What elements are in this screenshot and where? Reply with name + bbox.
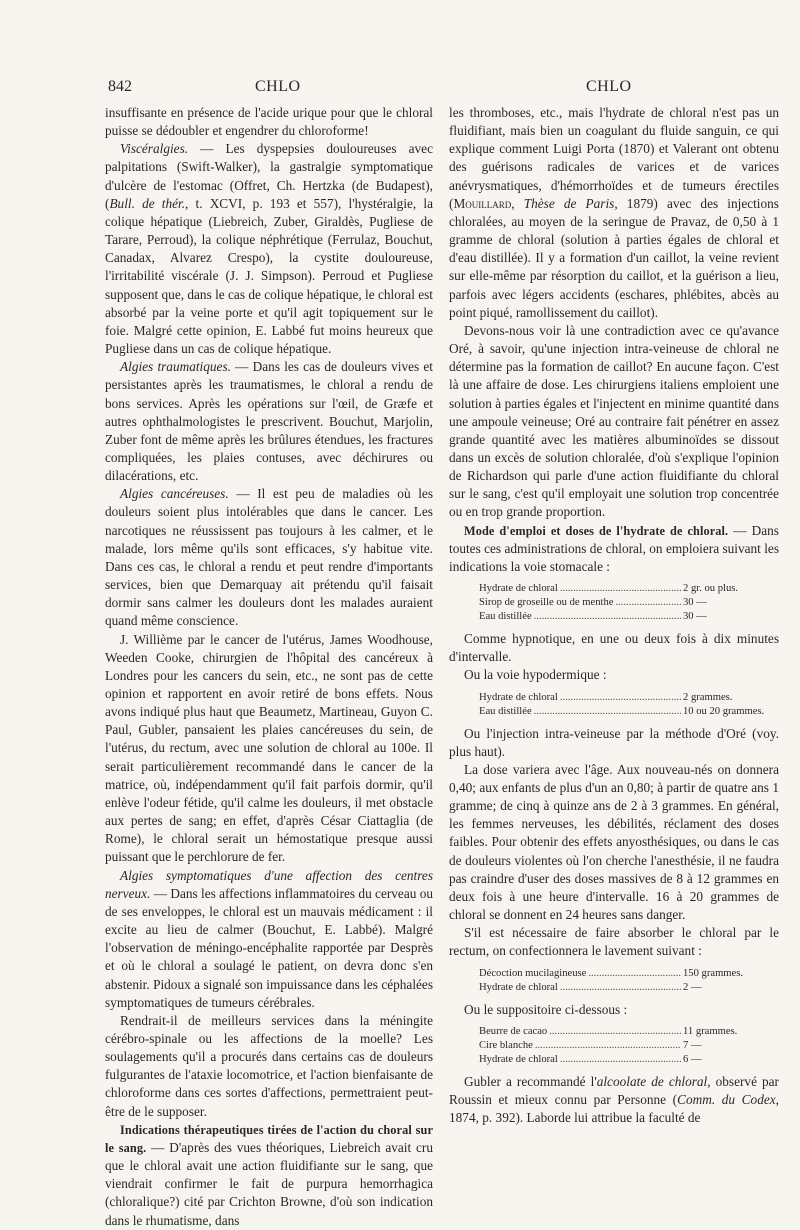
left-column — [105, 104, 433, 1230]
formula-row: Sirop de groseille ou de menthe ..... 30 — — [479, 596, 779, 610]
formula-row: Hydrate de chloral ..... 2 — — [479, 981, 779, 995]
page-number: 842 — [108, 78, 132, 95]
paragraph: insuffisante en présence de l'acide urique pour que le chloral puisse se dédoubler et engendrer du chloroforme! — [105, 105, 433, 139]
reference: Comm. du Codex — [677, 1091, 776, 1107]
running-head-right: CHLO — [586, 78, 632, 95]
reference: Thèse de Paris — [523, 195, 615, 211]
paragraph-visceralgies: Viscéralgies. — Les dyspepsies douloureuses avec palpitations (Swift-Walker), la gastralgie symptomatique d'ulcère de l'estomac (Offret, Ch. Hertzka (de Budapest), (Bull. de thér., t. XCVI, p. 193 et 557), l'hystéralgie, la colique hépatique (Liebreich, Zuber, Giraldès, Pugliese de Tarare, Perroud), la colique néphrétique (Ferrulaz, Bouchut, Canadax, Alvarez Crespo), la cystite douloureuse, l'irritabilité viscérale (J. J. Simpson). Perroud et Pugliese supposent que, dans le cas de colique hépatique, le chloral est absorbé par la veine porte et qu'il agit topiquement sur le foie. Malgré cette opinion, E. Labbé fut moins heureux que Pugliese dans un cas de colique hépatique. — [105, 141, 433, 357]
paragraph: J. Willième par le cancer de l'utérus, James Woodhouse, Weeden Cooke, chirurgien de l'hôpital des cancéreux à Londres pour les cancers du sein, etc., ne sont pas de cette opinion et rapportent en avoir retiré de bons effets. Nous avons indiqué plus haut que Beaumetz, Martineau, Guyon C. Paul, Gubler, pansaient les plaies cancéreuses du sein, de l'utérus, du rectum, avec une solution de chloral au 100e. Il serait particulièrement recommandé dans le cancer de la matrice, où, indépendamment qu'il fait parfois dormir, qu'il enlève l'odeur fétide, qu'il calme les douleurs, il met obstacle aux pertes de sang; en effet, d'après César Ciattaglia (de Rome), le chloral serait un hémostatique presque aussi puissant que le perchlorure de fer. — [105, 631, 433, 865]
formula-row: Eau distillée ..... 10 ou 20 grammes. — [479, 705, 779, 719]
paragraph-indications-sang: Indications thérapeutiques tirées de l'action du choral sur le sang. — D'après des vues théoriques, Liebreich avait cru que le chloral avait une action fluidifiante sur le sang, que viendrait confirmer le fait de purpura hemorrhagica (chloralique?) cité par Crichton Browne, d'où son indication dans le rhumatisme, dans — [105, 1122, 434, 1228]
paragraph: Ou le suppositoire ci-dessous : — [464, 1001, 628, 1017]
running-head-left: CHLO — [255, 78, 301, 95]
formula-row: Cire blanche ..... 7 — — [479, 1039, 779, 1053]
formula-row: Hydrate de chloral ..... 6 — — [479, 1053, 779, 1067]
formula-row: Beurre de cacao ..... 11 grammes. — [479, 1025, 779, 1039]
paragraph-algies-traumatiques: Algies traumatiques. — Dans les cas de douleurs vives et persistantes après les traumatismes, le chloral a rendu de bons services. Après les opérations sur l'œil, de Græfe et autres ophthalmologistes le prescrivent. Bouchut, Marjolin, Zuber font de même après les brûlures étendues, les fractures compliquées, les plaies contuses, avec déchirures ou dilacérations, etc. — [105, 359, 433, 484]
paragraph: La dose variera avec l'âge. Aux nouveau-nés on donnera 0,40; aux enfants de plus d'un an 0,80; à partir de quatre ans 1 gramme; de cinq à quinze ans de 2 à 3 grammes. En général, les femmes nerveuses, les débilités, réclament des doses faibles. Pour obtenir des effets anyosthésiques, ou dans le cas de douleurs violentes où l'on cherche l'anesthésie, il ne faudra pas craindre d'user des doses massives de 8 à 12 grammes en deux fois à une heure d'intervalle. 16 à 20 grammes de chloral se donnent en 24 heures sans danger. — [449, 761, 779, 923]
paragraph: Ou l'injection intra-veineuse par la méthode d'Oré (voy. plus haut). — [449, 725, 779, 759]
formula-hypodermique — [479, 691, 779, 719]
page-header — [108, 78, 778, 104]
formula-stomacale — [479, 582, 779, 624]
section-heading: Algies traumatiques. — [120, 359, 231, 375]
reference: Bull. de thér. — [109, 195, 186, 211]
formula-suppositoire — [479, 1025, 779, 1067]
author-name: Mouillard — [453, 195, 512, 211]
right-column — [449, 104, 779, 1127]
section-heading: Mode d'emploi et doses de l'hydrate de chloral. — [464, 523, 729, 538]
paragraph-algies-symptomatiques: Algies symptomatiques d'une affection des centres nerveux. — Dans les affections inflammatoires du cerveau ou de ses enveloppes, le chloral est un mauvais médicament : il excite au lieu de calmer (Bouchut, E. Labbé). Malgré l'observation de méningo-encéphalite rapportée par Desprès et où le chloral a soulagé le patient, on devra donc s'en abstenir. Pidoux a signalé son impuissance dans les céphalées symptomatiques de tumeurs cérébrales. — [105, 867, 433, 1010]
paragraph: Gubler a recommandé l'alcoolate de chloral, observé par Roussin et mieux connu par Personne (Comm. du Codex, 1874, p. 392). Laborde lui attribue la faculté de — [449, 1073, 779, 1126]
paragraph: S'il est nécessaire de faire absorber le chloral par le rectum, on confectionnera le lavement suivant : — [449, 925, 779, 959]
section-heading: Algies symptomatiques d'une affection des centres nerveux. — [105, 867, 433, 901]
section-heading: Algies cancéreuses. — [120, 486, 229, 502]
formula-row: Hydrate de chloral ..... 2 grammes. — [479, 691, 779, 705]
formula-row: Hydrate de chloral ..... 2 gr. ou plus. — [479, 582, 779, 596]
paragraph-mode-emploi: Mode d'emploi et doses de l'hydrate de chloral. — Dans toutes ces administrations de chloral, on emploiera suivant les indications la voie stomacale : — [449, 522, 779, 574]
formula-lavement — [479, 967, 779, 995]
section-heading: Viscéralgies. — [120, 141, 189, 157]
formula-row: Eau distillée ..... 30 — — [479, 610, 779, 624]
section-heading: Indications thérapeutiques tirées de l'action du choral sur le sang. — [105, 1122, 433, 1155]
paragraph: Ou la voie hypodermique : — [464, 667, 607, 683]
formula-row: Décoction mucilagineuse ..... 150 grammes. — [479, 967, 779, 981]
paragraph: les thromboses, etc., mais l'hydrate de chloral n'est pas un fluidifiant, mais bien un coagulant du fluide sanguin, ce qui explique comment Luigi Porta (1870) et Valerant ont obtenu des guérisons radicales de varices et de varices anévrysmatiques, d'hémorrhoïdes et de tumeurs érectiles (Mouillard, Thèse de Paris, 1879) avec des injections chloralées, au moyen de la seringue de Pravaz, de 0,50 à 1 gramme de chloral (solution à parties égales de chloral et d'eau distillée). Il y a formation d'un caillot, la veine revient sur elle-même par résorption du caillot, et la guérison a lieu, parfois avec légers accidents (eschares, phlébites, abcès au point piqué, ramollissement du caillot). — [449, 105, 779, 320]
paragraph: Devons-nous voir là une contradiction avec ce qu'avance Oré, à savoir, qu'une injection intra-veineuse de chloral ne détermine pas la formation de caillot? En aucune façon. C'est là une affaire de dose. Les chirurgiens italiens emploient une solution à parties égales et l'injectent en minime quantité dans une ampoule veineuse; Oré au contraire fait pénétrer en assez grande quantité avec les matières albuminoïdes se dissout dans un excès de solution chloralée, d'où s'explique l'opinion de Richardson qui parle d'une action fluidifiante du chloral sur le sang, c'est qu'il employait une solution trop concentrée ou en trop grande proportion. — [449, 322, 779, 520]
paragraph-algies-cancereuses: Algies cancéreuses. — Il est peu de maladies où les douleurs soient plus intolérables que dans le cancer. Les narcotiques ne réussissent pas toujours à les calmer, et le malade, lors même qu'ils sont efficaces, s'y habitue vite. Dans ces cas, le chloral a rendu et peut rendre d'importants services, bien que Demarquay ait prétendu qu'il faisait dormir sans calmer les douleurs dont les malades auraient quand même conscience. — [105, 486, 433, 629]
paragraph: Rendrait-il de meilleurs services dans la méningite cérébro-spinale ou les affections de la moelle? Les soulagements qu'il a procurés dans certains cas de douleurs fulgurantes de l'ataxie locomotrice, et l'action bienfaisante de chloroforme dans ces sortes d'affections, permettraient peut-être de le supposer. — [105, 1012, 433, 1119]
paragraph: Comme hypnotique, en une ou deux fois à dix minutes d'intervalle. — [449, 631, 779, 665]
